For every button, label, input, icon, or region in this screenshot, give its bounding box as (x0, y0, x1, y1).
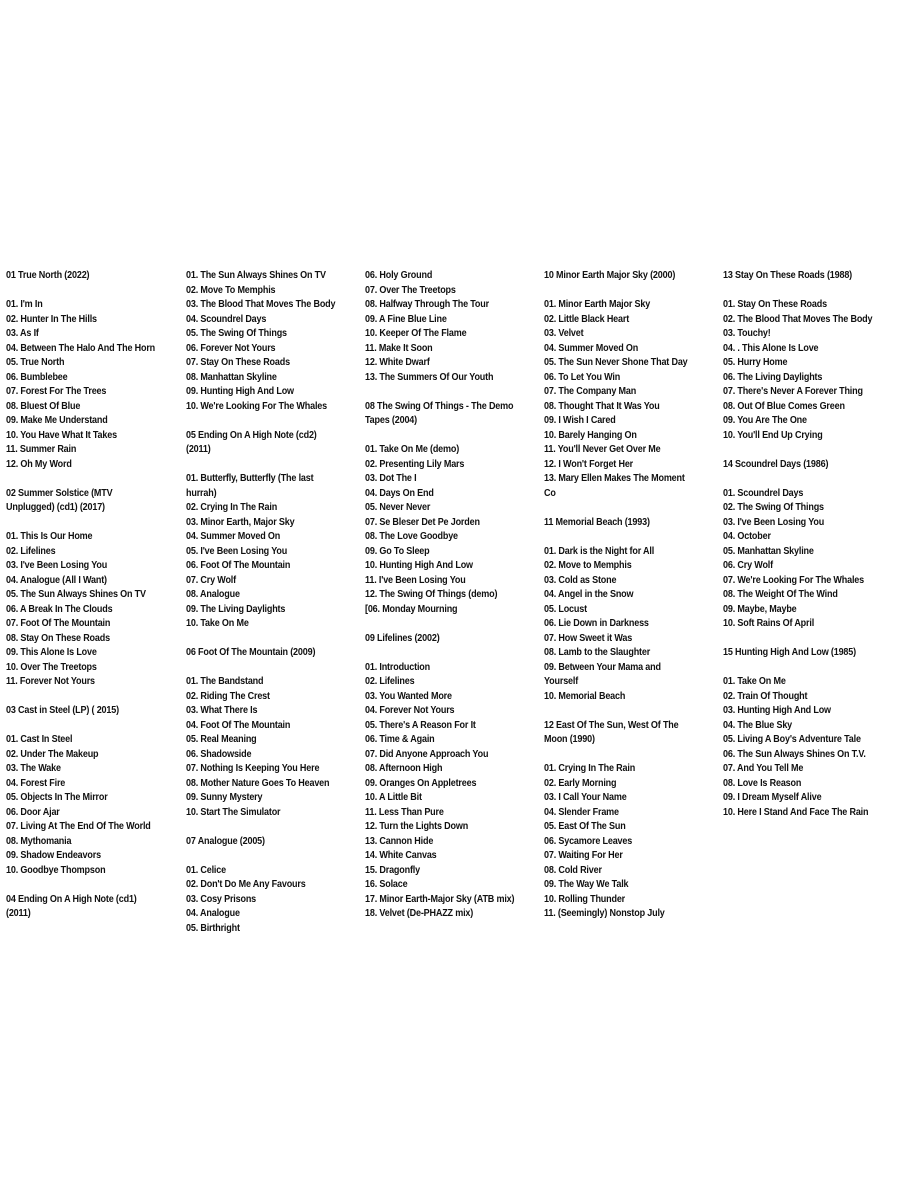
track-line: 09. Oranges On Appletrees (365, 776, 477, 789)
track-line: 10. You'll End Up Crying (723, 428, 823, 441)
spacer (6, 689, 154, 704)
track-line: 06. Bumblebee (6, 370, 68, 383)
track-line: 01. The Sun Always Shines On TV (186, 269, 326, 281)
track-line: 07. Waiting For Her (544, 849, 623, 861)
track-line: 08. Love Is Reason (723, 776, 802, 789)
track-line: 04. Days On End (365, 486, 434, 499)
track-line: 07. Stay On These Roads (186, 356, 290, 368)
column-5 (723, 268, 895, 819)
track-line: 07. How Sweet it Was (544, 631, 633, 644)
track-line: 02. Lifelines (365, 675, 415, 687)
track-line: 01. This Is Our Home (6, 530, 93, 542)
track-line: 13. Cannon Hide (365, 834, 434, 847)
spacer (186, 848, 334, 863)
track-line: 09. Go To Sleep (365, 544, 430, 557)
track-line: 01. Cast In Steel (6, 733, 73, 745)
track-line: 03. The Wake (6, 762, 61, 774)
track-line: 09. You Are The One (723, 414, 807, 426)
track-line: 05. Birthright (186, 921, 240, 934)
spacer (544, 747, 692, 762)
spacer (365, 384, 513, 399)
track-line: 08. Lamb to the Slaughter (544, 646, 651, 658)
track-line: 08. The Love Goodbye (365, 530, 458, 542)
track-line: 02. Lifelines (6, 544, 56, 557)
track-line: 03. Hunting High And Low (723, 704, 831, 716)
track-line: 07. Nothing Is Keeping You Here (186, 762, 320, 774)
track-line: 07. Forest For The Trees (6, 385, 107, 397)
track-line: 09. A Fine Blue Line (365, 312, 447, 325)
track-line: 11. You'll Never Get Over Me (544, 443, 661, 455)
track-line: 10. A Little Bit (365, 791, 422, 803)
track-line: 03. What There Is (186, 704, 258, 716)
spacer (544, 500, 692, 515)
spacer (186, 413, 334, 428)
spacer (6, 877, 154, 892)
track-line: 02. Under The Makeup (6, 747, 99, 760)
track-line: 07. Did Anyone Approach You (365, 747, 489, 760)
album-heading: 01 True North (2022) (6, 269, 90, 281)
track-line: 01. Stay On These Roads (723, 298, 827, 310)
track-line: 02. Hunter In The Hills (6, 312, 97, 325)
spacer (723, 631, 871, 646)
track-line: 03. Dot The I (365, 472, 417, 484)
track-line: 01. Introduction (365, 660, 430, 673)
track-line: 15. Dragonfly (365, 863, 420, 876)
track-line: (2011) (186, 443, 211, 455)
track-line: 03. Minor Earth, Major Sky (186, 515, 295, 528)
track-line: 03. I Call Your Name (544, 791, 627, 803)
track-line: 07. There's Never A Forever Thing (723, 385, 863, 397)
track-line: 07. Cry Wolf (186, 573, 236, 586)
track-line: 01. The Bandstand (186, 675, 264, 687)
track-line: 08. Cold River (544, 863, 602, 876)
track-line: 11. Make It Soon (365, 341, 433, 354)
album-heading: 06 Foot Of The Mountain (2009) (186, 646, 316, 658)
track-line: 10. Start The Simulator (186, 805, 281, 818)
track-line: 04. Foot Of The Mountain (186, 718, 291, 731)
spacer (723, 660, 871, 675)
track-line: 05. Locust (544, 602, 587, 615)
track-line: 01. Take On Me (demo) (365, 443, 460, 455)
track-line: 02. Move to Memphis (544, 559, 632, 571)
album-heading: 12 East Of The Sun, West Of The (544, 718, 679, 731)
track-line: 10. Hunting High And Low (365, 559, 473, 571)
track-line: 11. (Seemingly) Nonstop July (544, 907, 665, 919)
track-line: 05. The Sun Always Shines On TV (6, 588, 146, 600)
track-line: 04. Analogue (186, 907, 240, 919)
track-line: 07. Over The Treetops (365, 283, 456, 296)
track-line: 09. Make Me Understand (6, 414, 108, 426)
track-line: 03. I've Been Losing You (6, 559, 108, 571)
track-line: 05. Never Never (365, 501, 431, 513)
album-heading: 11 Memorial Beach (1993) (544, 515, 650, 528)
spacer (365, 428, 513, 443)
track-line: [06. Monday Mourning (365, 602, 458, 615)
track-line: 08. The Weight Of The Wind (723, 588, 838, 600)
track-line: 08. Mother Nature Goes To Heaven (186, 776, 330, 789)
spacer (544, 703, 692, 718)
track-line: 01. I'm In (6, 298, 43, 310)
track-line: 08. Afternoon High (365, 762, 443, 774)
track-line: 08. Thought That It Was You (544, 399, 660, 412)
track-line: 13. The Summers Of Our Youth (365, 370, 494, 383)
track-line: 05. The Swing Of Things (186, 327, 287, 339)
track-line: 07. The Company Man (544, 385, 637, 397)
track-line: 03. I've Been Losing You (723, 515, 825, 528)
track-line: 02. Don't Do Me Any Favours (186, 878, 306, 890)
track-line: 08. Out Of Blue Comes Green (723, 399, 845, 412)
track-line: 09. Hunting High And Low (186, 385, 294, 397)
album-heading: 04 Ending On A High Note (cd1) (6, 892, 137, 905)
spacer (544, 283, 692, 298)
track-line: 10. Keeper Of The Flame (365, 327, 467, 339)
track-line: 06. A Break In The Clouds (6, 602, 113, 615)
track-line: 09. Between Your Mama and (544, 660, 661, 673)
track-line: 01. Minor Earth Major Sky (544, 298, 651, 310)
track-line: 05. The Sun Never Shone That Day (544, 356, 688, 368)
track-line: 06. Holy Ground (365, 269, 433, 281)
track-line: 07. And You Tell Me (723, 762, 804, 774)
spacer (365, 645, 513, 660)
track-line: 02. Presenting Lily Mars (365, 457, 465, 470)
track-line: 02. Early Morning (544, 776, 617, 789)
track-line: 06. Shadowside (186, 747, 252, 760)
spacer (186, 660, 334, 675)
track-line: 04. Forever Not Yours (365, 704, 455, 716)
track-line: 02. Move To Memphis (186, 283, 276, 296)
track-line: 01. Take On Me (723, 675, 786, 687)
spacer (723, 283, 871, 298)
track-line: 03. As If (6, 327, 39, 339)
track-line: 04. Slender Frame (544, 805, 619, 818)
track-line: 04. Between The Halo And The Horn (6, 341, 156, 354)
track-line: 12. I Won't Forget Her (544, 457, 634, 470)
track-line: 02. The Swing Of Things (723, 501, 824, 513)
track-line: 05. Living A Boy's Adventure Tale (723, 733, 861, 745)
track-line: 06. Cry Wolf (723, 559, 773, 571)
track-line: 12. Oh My Word (6, 457, 72, 470)
track-line: 12. Turn the Lights Down (365, 820, 469, 832)
track-line: Unplugged) (cd1) (2017) (6, 501, 105, 513)
spacer (723, 471, 871, 486)
spacer (6, 718, 154, 733)
album-heading: 13 Stay On These Roads (1988) (723, 269, 853, 281)
track-line: 02. Crying In The Rain (186, 501, 278, 513)
track-line: 09. The Way We Talk (544, 878, 629, 890)
track-line: 18. Velvet (De-PHAZZ mix) (365, 907, 474, 919)
album-heading: 07 Analogue (2005) (186, 834, 265, 847)
spacer (544, 529, 692, 544)
track-line: Yourself (544, 675, 579, 687)
track-line: 01. Butterfly, Butterfly (The last (186, 472, 314, 484)
track-line: 11. I've Been Losing You (365, 573, 466, 586)
track-line: 03. Cosy Prisons (186, 892, 257, 905)
track-line: 07. We're Looking For The Whales (723, 573, 864, 586)
track-line: 09. I Dream Myself Alive (723, 791, 822, 803)
album-heading: 05 Ending On A High Note (cd2) (186, 428, 317, 441)
album-heading: 10 Minor Earth Major Sky (2000) (544, 269, 676, 281)
track-line: 08. Bluest Of Blue (6, 399, 81, 412)
spacer (365, 616, 513, 631)
track-line: 17. Minor Earth-Major Sky (ATB mix) (365, 892, 515, 905)
track-line: 11. Forever Not Yours (6, 675, 95, 687)
track-line: 02. The Blood That Moves The Body (723, 312, 873, 325)
track-line: 13. Mary Ellen Makes The Moment (544, 472, 685, 484)
column-2 (186, 268, 358, 935)
track-line: 05. There's A Reason For It (365, 718, 476, 731)
track-line: 06. Foot Of The Mountain (186, 559, 291, 571)
track-line: 05. East Of The Sun (544, 820, 626, 832)
tracklist-sheet (6, 268, 896, 948)
track-line: 05. I've Been Losing You (186, 544, 288, 557)
track-line: 11. Less Than Pure (365, 805, 444, 818)
album-heading: 02 Summer Solstice (MTV (6, 486, 113, 499)
track-line: 09. Maybe, Maybe (723, 602, 797, 615)
track-line: 09. I Wish I Cared (544, 414, 616, 426)
track-line: 03. The Blood That Moves The Body (186, 298, 336, 310)
spacer (186, 457, 334, 472)
track-line: 03. You Wanted More (365, 689, 452, 702)
track-line: 09. Shadow Endeavors (6, 849, 101, 861)
track-line: Moon (1990) (544, 733, 595, 745)
track-line: 04. Analogue (All I Want) (6, 573, 107, 586)
track-line: 01. Dark is the Night for All (544, 544, 655, 557)
track-line: 08. Analogue (186, 588, 240, 600)
track-line: 02. Train Of Thought (723, 689, 808, 702)
album-heading: 03 Cast in Steel (LP) ( 2015) (6, 704, 119, 716)
track-line: 03. Cold as Stone (544, 573, 617, 586)
track-line: 03. Velvet (544, 327, 584, 339)
track-line: 12. White Dwarf (365, 356, 430, 368)
track-line: 01. Scoundrel Days (723, 486, 804, 499)
track-line: 04. . This Alone Is Love (723, 341, 819, 354)
track-line: 03. Touchy! (723, 327, 771, 339)
track-line: 01. Celice (186, 863, 226, 876)
track-line: 10. Over The Treetops (6, 660, 97, 673)
track-line: 02. Riding The Crest (186, 689, 270, 702)
spacer (6, 471, 154, 486)
track-line: 10. You Have What It Takes (6, 428, 117, 441)
spacer (186, 631, 334, 646)
track-line: 04. Summer Moved On (186, 530, 281, 542)
track-line: 07. Foot Of The Mountain (6, 617, 111, 629)
track-line: Co (544, 486, 556, 499)
track-line: 06. Lie Down in Darkness (544, 617, 649, 629)
spacer (6, 283, 154, 298)
column-4 (544, 268, 716, 921)
track-line: 02. Little Black Heart (544, 312, 630, 325)
track-line: 06. Door Ajar (6, 805, 60, 818)
track-line: 08. Manhattan Skyline (186, 370, 277, 383)
track-line: 12. The Swing Of Things (demo) (365, 588, 498, 600)
track-line: 10. Here I Stand And Face The Rain (723, 805, 869, 818)
track-line: 10. We're Looking For The Whales (186, 399, 327, 412)
track-line: 04. October (723, 530, 771, 542)
track-line: 10. Take On Me (186, 617, 249, 629)
track-line: 06. The Living Daylights (723, 370, 823, 383)
track-line: 04. Summer Moved On (544, 341, 639, 354)
track-line: 06. The Sun Always Shines On T.V. (723, 747, 866, 760)
track-line: 10. Goodbye Thompson (6, 863, 106, 876)
track-line: 10. Rolling Thunder (544, 892, 626, 905)
album-heading: 09 Lifelines (2002) (365, 631, 440, 644)
track-line: 10. Soft Rains Of April (723, 617, 815, 629)
track-line: 05. Hurry Home (723, 356, 788, 368)
track-line: Tapes (2004) (365, 414, 417, 426)
track-line: 06. Time & Again (365, 733, 435, 745)
track-line: 06. Sycamore Leaves (544, 834, 633, 847)
track-line: 04. The Blue Sky (723, 718, 793, 731)
track-line: 11. Summer Rain (6, 443, 77, 455)
track-line: 10. Memorial Beach (544, 689, 626, 702)
track-line: 08. Mythomania (6, 834, 72, 847)
track-line: 05. Objects In The Mirror (6, 791, 108, 803)
track-line: 05. Manhattan Skyline (723, 544, 814, 557)
track-line: 08. Stay On These Roads (6, 631, 110, 644)
spacer (723, 442, 871, 457)
track-line: 08. Halfway Through The Tour (365, 298, 489, 310)
track-line: 05. True North (6, 356, 65, 368)
track-line: 16. Solace (365, 878, 408, 890)
album-heading: 15 Hunting High And Low (1985) (723, 646, 856, 658)
track-line: 04. Scoundrel Days (186, 312, 267, 325)
column-1 (6, 268, 178, 921)
track-line: 07. Living At The End Of The World (6, 820, 151, 832)
track-line: 06. Forever Not Yours (186, 341, 276, 354)
track-line: 05. Real Meaning (186, 733, 257, 745)
track-line: 09. The Living Daylights (186, 602, 286, 615)
column-3 (365, 268, 537, 921)
track-line: 04. Angel in the Snow (544, 588, 634, 600)
album-heading: 08 The Swing Of Things - The Demo (365, 399, 514, 412)
track-line: hurrah) (186, 486, 217, 499)
track-line: 06. To Let You Win (544, 370, 621, 383)
track-line: 09. Sunny Mystery (186, 791, 263, 803)
spacer (186, 819, 334, 834)
track-line: 09. This Alone Is Love (6, 646, 97, 658)
track-line: 07. Se Bleser Det Pe Jorden (365, 515, 480, 528)
spacer (6, 515, 154, 530)
track-line: (2011) (6, 907, 31, 919)
track-line: 14. White Canvas (365, 849, 437, 861)
album-heading: 14 Scoundrel Days (1986) (723, 457, 829, 470)
track-line: 04. Forest Fire (6, 776, 66, 789)
track-line: 10. Barely Hanging On (544, 428, 637, 441)
track-line: 01. Crying In The Rain (544, 762, 636, 774)
